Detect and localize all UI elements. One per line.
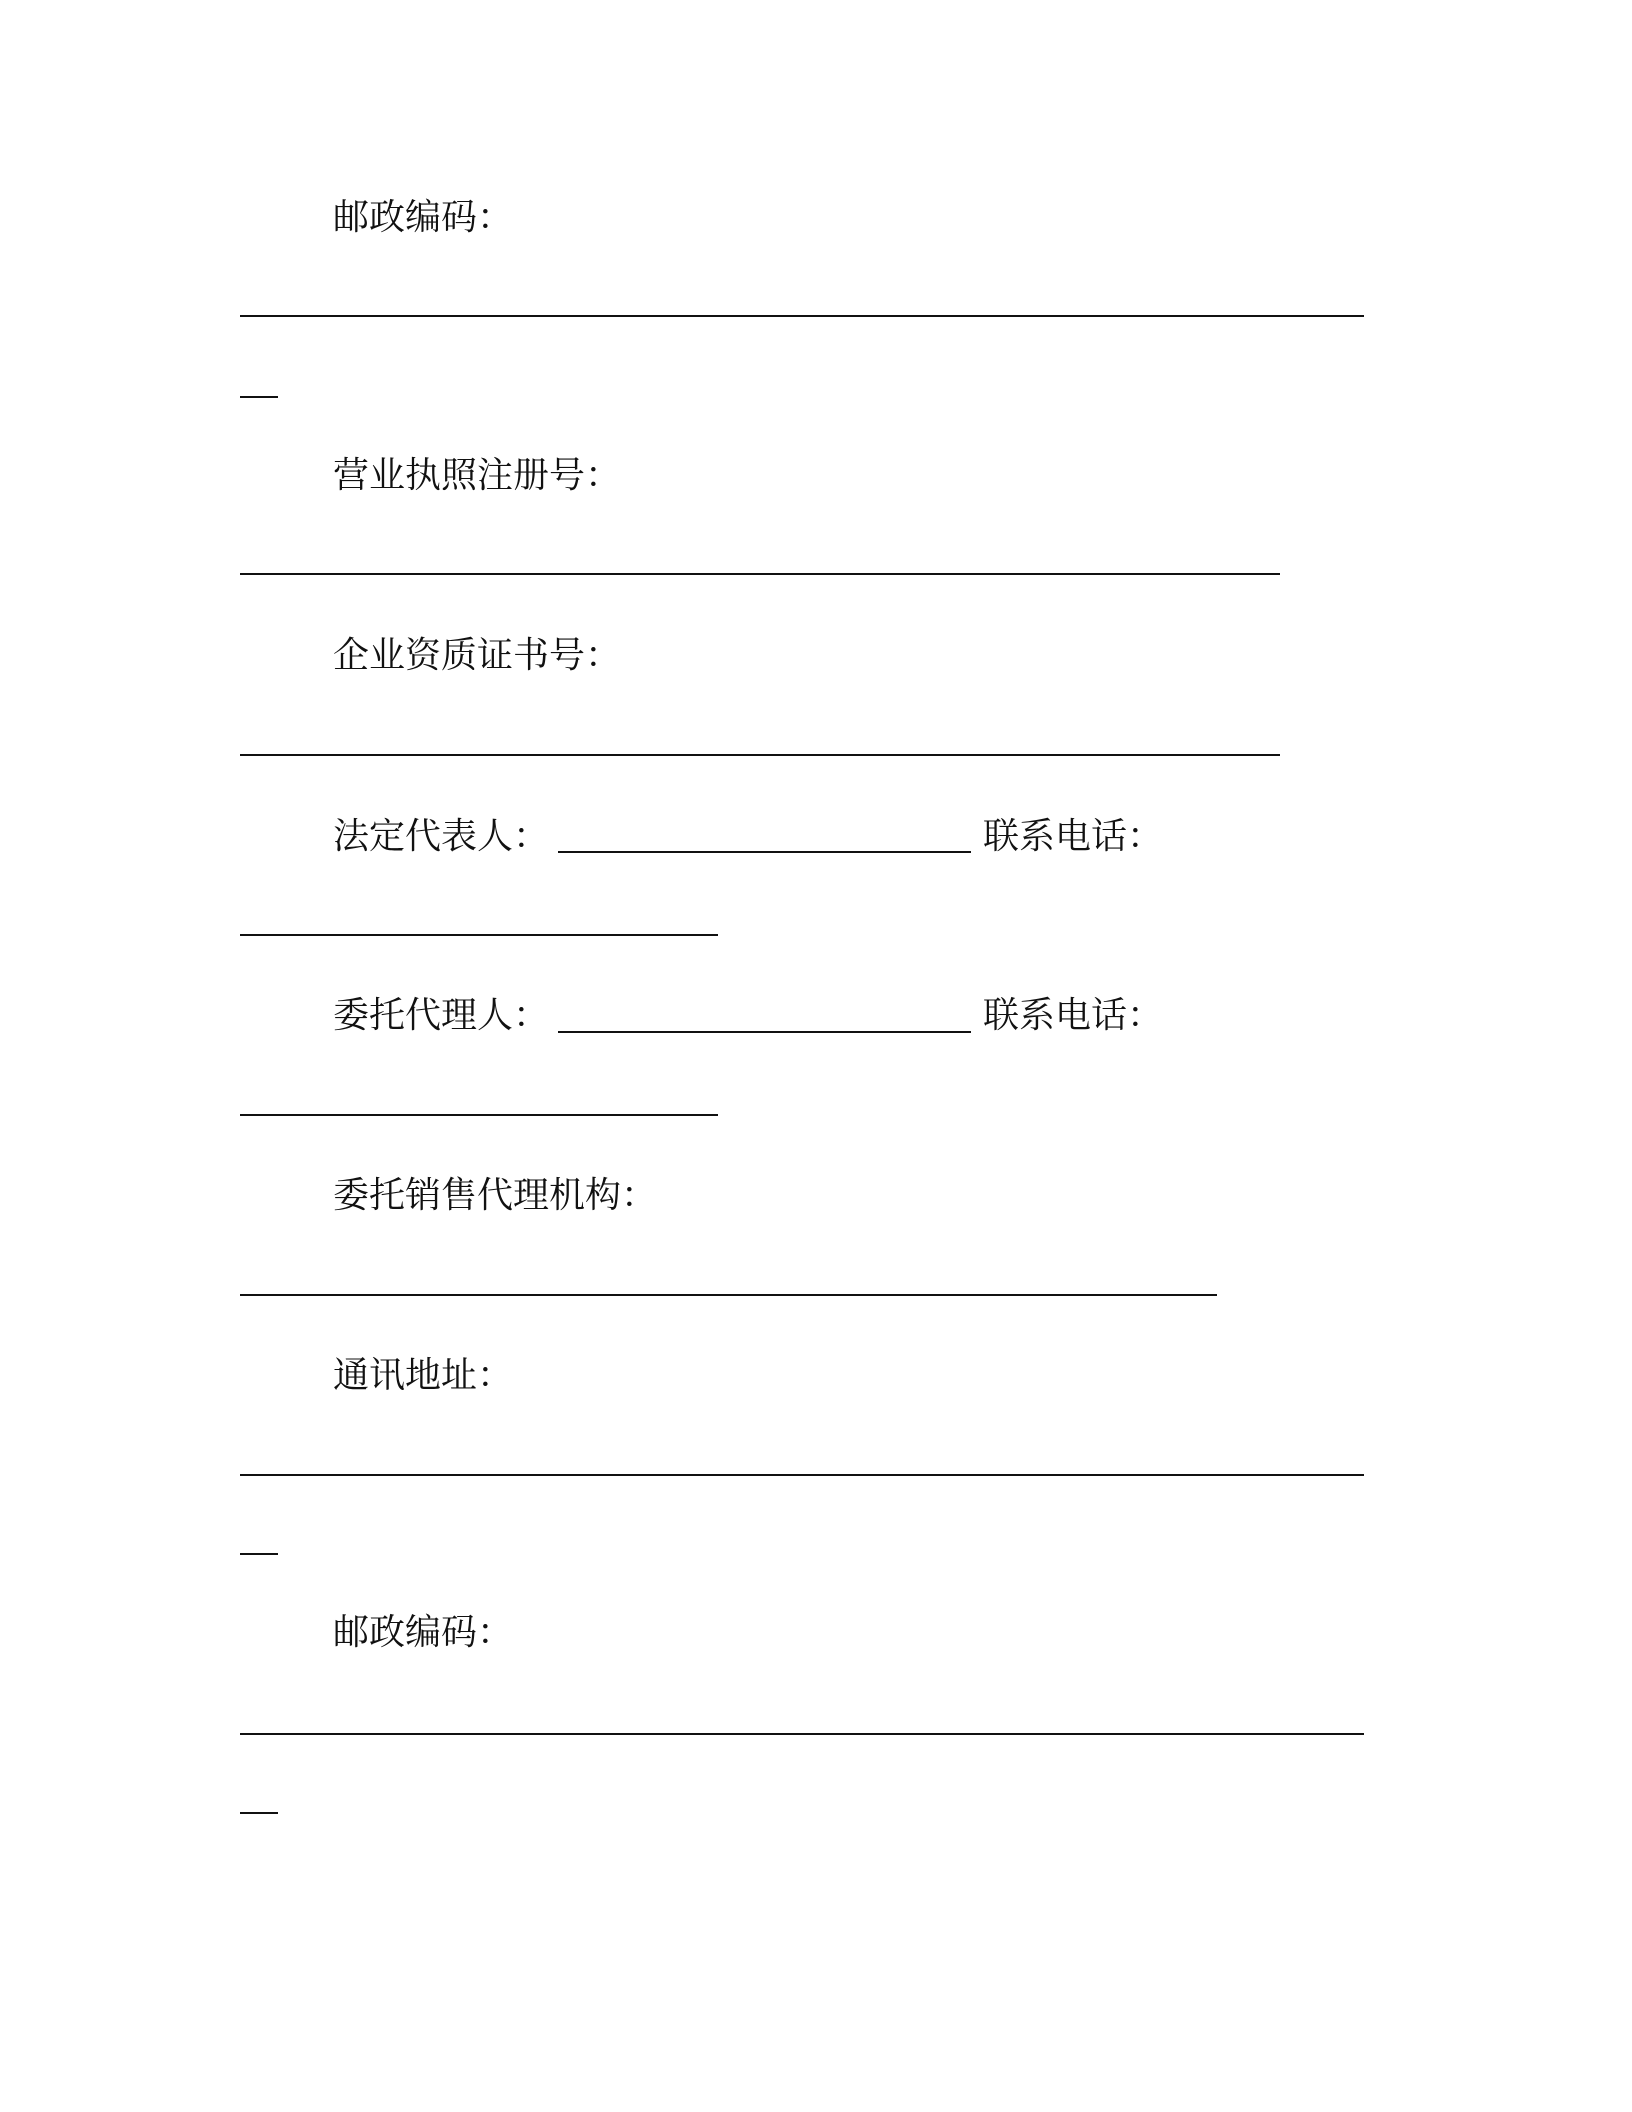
sales-agency-fill-line: [240, 1294, 1217, 1296]
legal-phone-label: 联系电话：: [983, 816, 1164, 857]
postal-code-fill-line-second: [240, 1733, 1364, 1735]
legal-representative-fill-line: [558, 851, 971, 853]
qualification-certificate-label: 企业资质证书号：: [333, 635, 622, 676]
postal-code-label-second: 邮政编码：: [333, 1612, 514, 1653]
qualification-certificate-fill-line: [240, 754, 1280, 756]
business-license-fill-line: [240, 573, 1280, 575]
business-license-label: 营业执照注册号：: [333, 455, 622, 496]
authorized-agent-label: 委托代理人：: [333, 995, 550, 1036]
mailing-address-fill-line: [240, 1474, 1364, 1476]
sales-agency-label: 委托销售代理机构：: [333, 1175, 658, 1216]
postal-code-label: 邮政编码：: [333, 197, 514, 238]
postal-code-fill-line-tail: [240, 396, 278, 398]
postal-code-fill-line: [240, 315, 1364, 317]
mailing-address-label: 通讯地址：: [333, 1355, 514, 1396]
legal-representative-label: 法定代表人：: [333, 816, 550, 857]
legal-phone-fill-line: [240, 934, 718, 936]
authorized-agent-fill-line: [558, 1031, 971, 1033]
mailing-address-fill-line-tail: [240, 1553, 278, 1555]
agent-phone-fill-line: [240, 1114, 718, 1116]
agent-phone-label: 联系电话：: [983, 995, 1164, 1036]
postal-code-fill-line-second-tail: [240, 1812, 278, 1814]
